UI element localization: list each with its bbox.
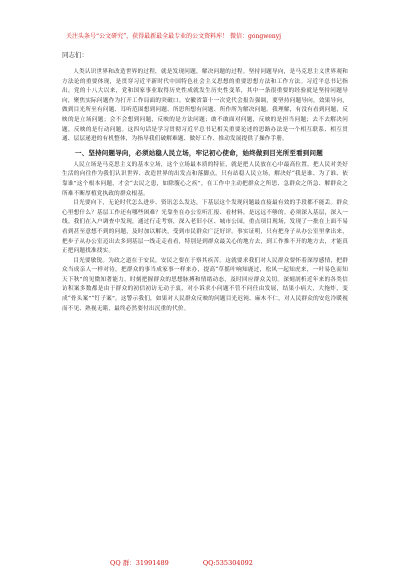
intro-paragraph: 人类认识世界和改造世界的过程，就是发现问题，解决问题的过程。坚持问题导向，是马克思主义世界观和方法论的重要体现，是贯穿习近平新时代中国特色社会主义思想的重要思想方法和工作方法。习近平总书记指出，党的十八大以来，党和国家事业取得历史性成就发生历史性变革，其中一条很重要的经验就是坚持问题导向，聚焦实际问题作为打开工作局面的突破口。安徽省第十一次党代会报告强调，要坚持问题导向，效果导向，做到目光所至有问题、耳听范围想到问题、所思所想有问题、所作所为解决问题。我理解，有没有看到问题，反映的是立场问题；会不会想到问题，反映的是方法问题；敢不敢面对问题，反映的是担当问题；去不去解决问题，反映的是行动问题。这四句话是学习贯彻习近平总书记相关重要论述的思路办法是一个相互联系、相互贯通、层层递进的有机整体，为指导我们破解难题、做好工作、推动发展提供了操作手册。 [62, 69, 348, 143]
section-1-paragraph-2: 目光要向下，无论时代怎么进步、资讯怎么发达，下基层这个发现问题最直接最有效的手段都不能丢。群众心里想什么？基层工作还有哪些困难？光靠坐在办公室听汇报、看材料，是远远不够的。必须深入基层，深入一线。我们在入户调查中发现，通过行走考察，深入老旧小区、城市公园，重点项目现场，发现了一批在上面不易看到甚至意想不到的问题，及时加以解决，受到市民群众广泛好评。事实证明，只有把身子从办公室里拿出来，把步子从办公室迈出去多到基层一线走走看看，特别是到群众最关心的地方去，到工作推不开的地方去，才能真正把问题找准找实。 [62, 200, 348, 255]
footer-qq: QQ:535304092 [202, 559, 253, 567]
section-1-paragraph-3: 目光要敏锐。为政之道在于安民，安民之要在于察其疾苦。这就要求我们对人民群众要怀着深厚感情，把群众当成亲人一样对待，把群众的事当成家事一样来办，提高“草摇叶响知鹿过，松风一起知虎来，一叶易色而知天下秋”的见微知著能力，时刻把握群众的思想脉搏和情绪动态，及时回应群众关切。深刻剖析近年来的各类信访积案多数都是由于群众的初信初访无动于衷，对小诉求小问题不管不问任由发展，结果小病大，大拖炸，变成“骨头案”“钉子案”。这警示我们，如果对人民群众反映的问题目光迟钝、麻木不仁，对人民群众的安危冷暖视而不见、熟视无睹，最终必然要付出沉重的代价。 [62, 257, 348, 312]
footer-qq-group: QQ 群：31991489 [110, 559, 169, 567]
salutation: 同志们： [62, 51, 88, 59]
document-body [62, 47, 348, 513]
section-1-paragraph-1: 人民立场是马克思主义的基本立场，这个立场最本质的特征，就是把人民放在心中最高位置，把人民对美好生活的向往作为我们认识世界、改造世界的出发点和落脚点。只有站稳人民立场，解决好“我是谁、为了谁、依靠谁”这个根本问题，才会“去民之患，如除腹心之疾”，在工作中主动把群众之所思、急群众之所急、解群众之所难不断厚植党执政的群众根基。 [62, 161, 348, 197]
section-1-heading: 一、坚持问题导向，必须站稳人民立场，牢记初心使命，始终做到目光所至看到问题 [75, 148, 323, 157]
footer-contact [110, 557, 320, 569]
header-banner: 关注头条号“公文研究”，获得最新最全最专业的公文资料库！ 微信：gongwenyj [66, 33, 282, 40]
